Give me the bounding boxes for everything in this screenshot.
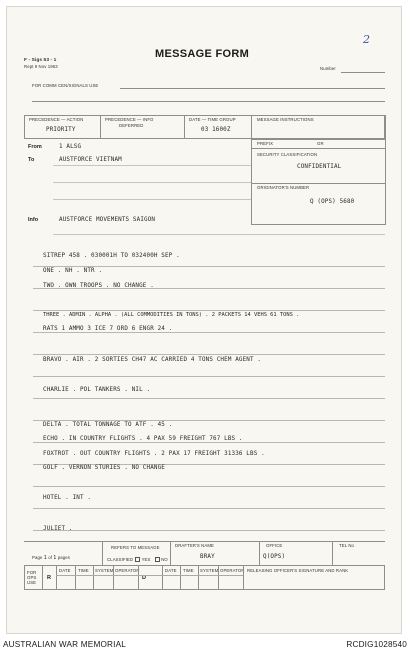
- yes-label: YES: [141, 557, 151, 562]
- grid-divider-right: [251, 115, 252, 225]
- tel-label: TEL No: [339, 543, 355, 548]
- dtg-value: 03 1600Z: [201, 127, 231, 133]
- number-line: [341, 72, 385, 73]
- body-line: ONE . NH . NTR .: [43, 268, 103, 274]
- prefix-label: PREFIX: [257, 141, 274, 146]
- r-system-col: SYSTEM: [95, 568, 114, 573]
- info-label: Info: [28, 217, 39, 223]
- number-label: Number: [320, 66, 336, 71]
- to-value: AUSTFORCE VIETNAM: [59, 157, 122, 163]
- to-rule: [53, 165, 251, 166]
- instructions-label: MESSAGE INSTRUCTIONS: [257, 117, 314, 122]
- page-of: of: [48, 555, 52, 560]
- r-date-col: DATE: [59, 568, 71, 573]
- body-rule: [33, 530, 385, 531]
- originator-label: ORIGINATOR'S NUMBER: [257, 185, 310, 190]
- precedence-action-value: PRIORITY: [46, 127, 76, 133]
- page-label: Page: [32, 555, 43, 560]
- body-rule: [33, 420, 385, 421]
- handling-header-line: [56, 575, 243, 576]
- form-title: MESSAGE FORM: [155, 48, 250, 60]
- body-rule: [33, 310, 385, 311]
- drafter-value: BRAY: [200, 554, 215, 560]
- office-value: Q(OPS): [263, 554, 286, 560]
- r-operator-col: OPERATOR: [115, 568, 140, 573]
- body-line: RATS 1 AMMO 3 ICE 7 ORD 6 ENGR 24 .: [43, 326, 173, 332]
- d-label: D: [142, 575, 146, 581]
- body-rule: [33, 486, 385, 487]
- handling-divider: [218, 565, 219, 590]
- body-line: SITREP 458 . 030001H TO 032400H SEP .: [43, 253, 180, 259]
- office-label: OFFICE: [266, 543, 283, 548]
- body-line: BRAVO . AIR . 2 SORTIES CH47 AC CARRIED 4 TONS CHEM AGENT .: [43, 357, 262, 363]
- security-value: CONFIDENTIAL: [297, 164, 342, 170]
- body-line: TWO . OWN TROOPS . NO CHANGE .: [43, 283, 154, 289]
- page-current: 1: [43, 555, 47, 561]
- bottom-divider: [102, 541, 103, 565]
- right-col-line: [251, 139, 385, 140]
- d-system-col: SYSTEM: [200, 568, 219, 573]
- bottom-divider: [259, 541, 260, 565]
- r-time-col: TIME: [78, 568, 89, 573]
- for-ops-use-label: FOR OPS USE: [27, 570, 37, 585]
- precedence-info-deferred: DEFERRED: [119, 123, 144, 128]
- info-rule: [53, 234, 385, 235]
- classified-row: [107, 557, 168, 562]
- handwritten-page-number: 2: [363, 33, 370, 46]
- handling-divider: [93, 565, 94, 590]
- handling-divider: [138, 565, 139, 590]
- handling-divider: [42, 565, 43, 590]
- grid-divider: [184, 115, 185, 139]
- no-label: NO: [161, 557, 168, 562]
- handling-divider: [243, 565, 244, 590]
- right-col-line: [251, 183, 385, 184]
- grid-divider: [100, 115, 101, 139]
- from-label: From: [28, 144, 42, 150]
- security-label: SECURITY CLASSIFICATION: [257, 152, 318, 157]
- body-line: HOTEL . INT .: [43, 495, 92, 501]
- d-time-col: TIME: [183, 568, 194, 573]
- body-line: DELTA . TOTAL TONNAGE TO ATF . 45 .: [43, 422, 173, 428]
- body-line: ECHO . IN COUNTRY FLIGHTS . 4 PAX 59 FREIGHT 767 LBS .: [43, 436, 243, 442]
- form-revision: Rept 9 Nov 1963: [24, 64, 58, 69]
- comm-cen-line-2: [32, 101, 385, 102]
- footer-left: AUSTRALIAN WAR MEMORIAL: [3, 640, 127, 649]
- handling-divider: [56, 565, 57, 590]
- handling-divider: [198, 565, 199, 590]
- to-label: To: [28, 157, 35, 163]
- body-line: THREE . ADMIN . ALPHA . (ALL COMMODITIES IN TONS) . 2 PACKETS 14 VEHS 61 TONS .: [43, 312, 300, 318]
- info-value: AUSTFORCE MOVEMENTS SAIGON: [59, 217, 156, 223]
- body-rule: [33, 266, 385, 267]
- page-total: 1: [53, 555, 57, 561]
- right-col-line: [251, 148, 385, 149]
- pages-label: pages: [57, 555, 70, 560]
- dtg-label: DATE — TIME GROUP: [189, 117, 236, 122]
- drafter-label: DRAFTER'S NAME: [175, 543, 214, 548]
- d-operator-col: OPERATOR: [220, 568, 245, 573]
- message-form-sheet: [6, 6, 402, 634]
- bottom-divider: [332, 541, 333, 565]
- body-rule: [33, 354, 385, 355]
- body-rule: [33, 508, 385, 509]
- handling-divider: [75, 565, 76, 590]
- form-code: F - Sigs 53 - 1: [24, 58, 57, 63]
- body-line: GOLF . VERNON STURIES . NO CHANGE: [43, 465, 165, 471]
- comm-cen-line: [120, 88, 385, 89]
- handling-divider: [113, 565, 114, 590]
- right-col-border: [385, 115, 386, 225]
- classified-yes-checkbox[interactable]: [135, 557, 140, 562]
- precedence-action-label: PRECEDENCE — ACTION: [29, 117, 84, 122]
- refers-label: REFERS TO MESSAGE: [111, 545, 160, 550]
- r-label: R: [47, 575, 51, 581]
- body-rule: [33, 376, 385, 377]
- classified-no-checkbox[interactable]: [155, 557, 160, 562]
- release-label: RELEASING OFFICER'S SIGNATURE AND RANK: [247, 568, 349, 573]
- from-value: 1 ALSG: [59, 144, 82, 150]
- d-date-col: DATE: [165, 568, 177, 573]
- bottom-divider: [170, 541, 171, 565]
- originator-value: Q (OPS) 5680: [310, 199, 355, 205]
- handling-divider: [180, 565, 181, 590]
- body-line: FOXTROT . OUT COUNTRY FLIGHTS . 2 PAX 17 FREIGHT 31336 LBS .: [43, 451, 265, 457]
- body-line: JULIET .: [43, 526, 73, 532]
- handling-divider: [162, 565, 163, 590]
- body-line: CHARLIE . POL TANKERS . NIL .: [43, 387, 151, 393]
- to-rule: [53, 199, 251, 200]
- comm-cen-label: FOR COMM CEN/SIGNALS USE: [32, 83, 99, 88]
- precedence-info-label: PRECEDENCE — INFO: [105, 117, 154, 122]
- bottom-top-line: [24, 541, 385, 542]
- page-count: [32, 556, 70, 561]
- classified-label: CLASSIFIED: [107, 557, 134, 562]
- right-col-line: [251, 224, 385, 225]
- to-rule: [53, 182, 251, 183]
- footer-right: RCDIG1028540: [346, 640, 407, 649]
- body-rule: [33, 398, 385, 399]
- gr-label: GR: [317, 141, 324, 146]
